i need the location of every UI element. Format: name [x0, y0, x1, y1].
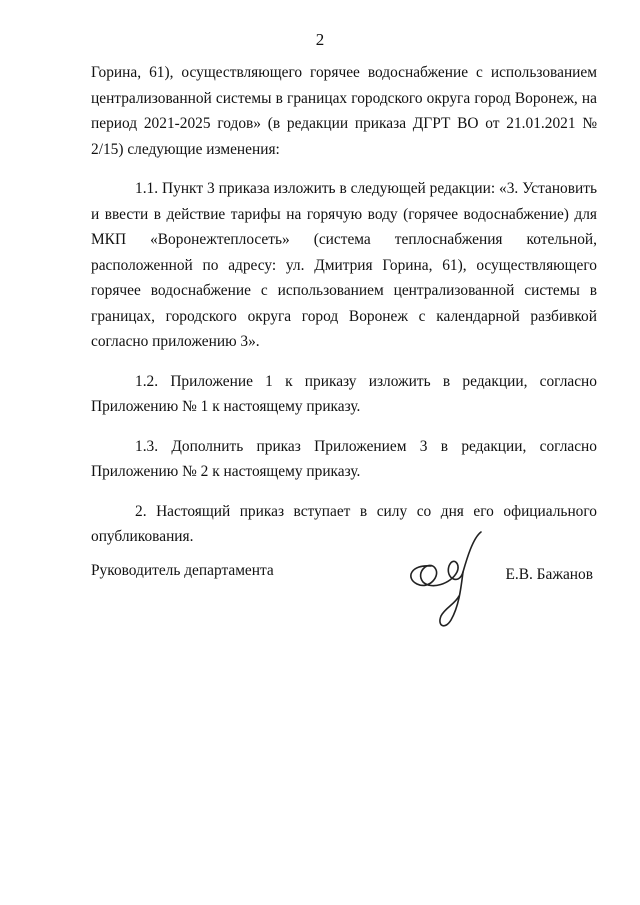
signature-block — [91, 562, 597, 642]
paragraph-item-1-3: 1.3. Дополнить приказ Приложением 3 в редакции, согласно Приложению № 2 к настоящему приказу. — [91, 437, 597, 480]
handwritten-signature — [401, 526, 491, 636]
document-body — [91, 60, 597, 550]
signatory-name: Е.В. Бажанов — [505, 566, 593, 583]
signatory-title: Руководитель департамента — [91, 562, 274, 579]
page-number: 2 — [315, 30, 325, 49]
paragraph-item-2: 2. Настоящий приказ вступает в силу со дня его официального опубликования. — [91, 502, 597, 545]
paragraph-item-1-2: 1.2. Приложение 1 к приказу изложить в редакции, согласно Приложению № 1 к настоящему приказу. — [91, 372, 597, 415]
paragraph-item-1-1: 1.1. Пункт 3 приказа изложить в следующей редакции: «3. Установить и ввести в действие тарифы на горячую воду (горячее водоснабжение) для МКП «Воронежтеплосеть» (система теплоснабжения котельной, расположенной по адресу: ул. Дмитрия Горина, 61), осуществляющего горячее водоснабжение с использованием централизованной системы в границах, городского округа город Воронеж с календарной разбивкой согласно приложению 3». — [91, 180, 597, 350]
paragraph-continuation: Горина, 61), осуществляющего горячее водоснабжение с использованием централизованной системы в границах городского округа город Воронеж, на период 2021-2025 годов» (в редакции приказа ДГРТ ВО от 21.01.2021 № 2/15) следующие изменения: — [91, 64, 597, 158]
